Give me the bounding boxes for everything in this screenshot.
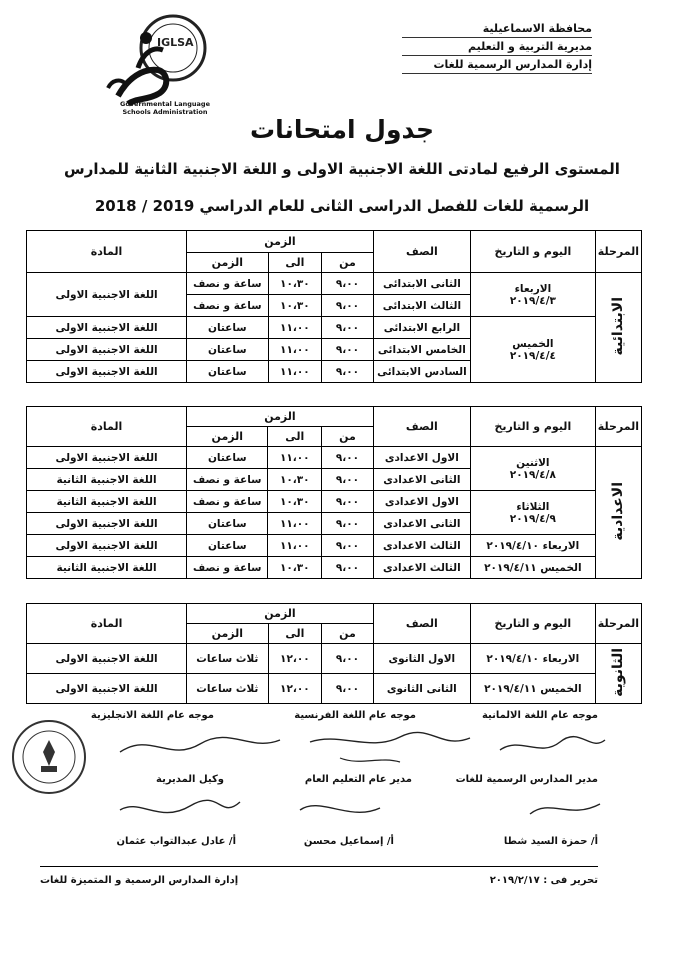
logo-caption (95, 100, 235, 116)
grade-cell: الاول الاعدادى (373, 447, 470, 469)
header-from: من (322, 427, 374, 447)
logo-caption-line2: Schools Administration (122, 108, 208, 116)
subject-cell: اللغة الاجنبية الاولى (27, 361, 187, 383)
from-cell: ٩،٠٠ (322, 557, 374, 579)
to-cell: ١٠،٣٠ (268, 469, 322, 491)
handwritten-signatures-1 (110, 722, 610, 770)
to-cell: ١٠،٣٠ (268, 491, 322, 513)
day-date: ٢٠١٩/٤/٣ (509, 294, 556, 307)
from-cell: ٩،٠٠ (322, 674, 374, 704)
subject-cell: اللغة الاجنبية الثانية (27, 557, 187, 579)
duration-cell: ساعة و نصف (187, 273, 268, 295)
table-row (27, 273, 642, 295)
header-duration: الزمن (187, 253, 268, 273)
header-day: اليوم و التاريخ (470, 604, 595, 644)
administration-line: إدارة المدارس الرسمية للغات (402, 56, 592, 74)
duration-cell: ساعتان (187, 513, 268, 535)
to-cell: ١٠،٣٠ (268, 557, 322, 579)
primary-schedule-table (26, 230, 642, 383)
english-supervisor-label: موجه عام اللغة الانجليزية (90, 710, 214, 721)
grade-cell: الثانى الاعدادى (373, 513, 470, 535)
subject-cell: اللغة الاجنبية الاولى (27, 535, 187, 557)
to-cell: ١١،٠٠ (268, 535, 322, 557)
header-time: الزمن (187, 604, 374, 624)
day-name: الخميس (512, 337, 554, 350)
header-from: من (322, 253, 374, 273)
duration-cell: ساعة و نصف (187, 557, 268, 579)
stage-label: الاعدادية (610, 481, 627, 541)
table-row (27, 557, 642, 579)
duration-cell: ساعة و نصف (187, 491, 268, 513)
header-stage: المرحلة (595, 604, 641, 644)
general-director-name: أ/ إسماعيل محسن (303, 836, 394, 847)
stage-cell (595, 447, 641, 579)
handwritten-signatures-2 (110, 790, 610, 834)
day-cell: الاربعاء ٢٠١٩/٤/١٠ (470, 535, 595, 557)
header-grade: الصف (373, 231, 470, 273)
duration-cell: ساعتان (187, 317, 268, 339)
directorate-line: مديرية التربية و التعليم (402, 38, 592, 56)
to-cell: ١١،٠٠ (268, 513, 322, 535)
stage-label: الثانوية (610, 647, 627, 697)
duration-cell: ثلاث ساعات (187, 644, 268, 674)
grade-cell: الثانى الابتدائى (373, 273, 470, 295)
day-name: الاثنين (516, 456, 550, 469)
header-from: من (322, 624, 374, 644)
day-cell (471, 273, 596, 317)
german-supervisor-label: موجه عام اللغة الالمانية (481, 710, 598, 721)
to-cell: ١٠،٣٠ (268, 295, 322, 317)
to-cell: ١١،٠٠ (268, 361, 322, 383)
from-cell: ٩،٠٠ (322, 491, 374, 513)
grade-cell: الثانى الاعدادى (373, 469, 470, 491)
day-cell (470, 447, 595, 491)
grade-cell: الاول الثانوى (373, 644, 470, 674)
day-date: ٢٠١٩/٤/٩ (509, 512, 556, 525)
header-stage: المرحلة (595, 231, 641, 273)
header-time: الزمن (187, 407, 374, 427)
deputy-label: وكيل المديرية (156, 774, 224, 785)
grade-cell: الخامس الابتدائى (373, 339, 470, 361)
grade-cell: الثالث الاعدادى (373, 557, 470, 579)
duration-cell: ساعة و نصف (187, 469, 268, 491)
table-row (27, 644, 642, 674)
subject-cell: اللغة الاجنبية الاولى (27, 273, 187, 317)
grade-cell: الثالث الابتدائى (373, 295, 470, 317)
day-name: الثلاثاء (516, 500, 550, 513)
institution-header (402, 20, 592, 74)
subject-cell: اللغة الاجنبية الاولى (27, 644, 187, 674)
director-label: مدير المدارس الرسمية للغات (455, 774, 598, 785)
from-cell: ٩،٠٠ (322, 469, 374, 491)
duration-cell: ساعتان (187, 447, 268, 469)
grade-cell: الاول الاعدادى (373, 491, 470, 513)
from-cell: ٩،٠٠ (322, 361, 374, 383)
subject-cell: اللغة الاجنبية الاولى (27, 513, 187, 535)
day-date: ٢٠١٩/٤/٨ (509, 468, 556, 481)
grade-cell: الثالث الاعدادى (373, 535, 470, 557)
header-to: الى (268, 427, 322, 447)
from-cell: ٩،٠٠ (322, 295, 374, 317)
table-row (27, 317, 642, 339)
to-cell: ١١،٠٠ (268, 339, 322, 361)
grade-cell: السادس الابتدائى (373, 361, 470, 383)
duration-cell: ساعتان (187, 361, 268, 383)
header-to: الى (268, 253, 322, 273)
footer-administration: إدارة المدارس الرسمية و المتميزة للغات (40, 875, 239, 886)
from-cell: ٩،٠٠ (322, 447, 374, 469)
subject-cell: اللغة الاجنبية الثانية (27, 469, 187, 491)
day-cell (471, 317, 596, 383)
duration-cell: ساعتان (187, 535, 268, 557)
official-stamp (10, 718, 88, 796)
to-cell: ١٢،٠٠ (268, 644, 322, 674)
header-subject: المادة (27, 604, 187, 644)
issue-date: تحرير فى : ٢٠١٩/٢/١٧ (489, 875, 598, 886)
subject-cell: اللغة الاجنبية الاولى (27, 447, 187, 469)
french-supervisor-label: موجه عام اللغة الفرنسية (294, 710, 416, 721)
header-subject: المادة (27, 407, 187, 447)
document-subtitle-2: الرسمية للغات للفصل الدراسى الثانى للعام الدراسي 2019 / 2018 (94, 197, 590, 215)
from-cell: ٩،٠٠ (322, 339, 374, 361)
prep-schedule-table (26, 406, 642, 579)
day-cell: الخميس ٢٠١٩/٤/١١ (470, 674, 595, 704)
header-day: اليوم و التاريخ (470, 407, 595, 447)
to-cell: ١٠،٣٠ (268, 273, 322, 295)
header-time: الزمن (187, 231, 374, 253)
logo-text: IGLSA (157, 36, 194, 49)
day-cell: الاربعاء ٢٠١٩/٤/١٠ (470, 644, 595, 674)
secondary-schedule-table (26, 603, 642, 704)
table-row (27, 535, 642, 557)
header-to: الى (268, 624, 322, 644)
day-date: ٢٠١٩/٤/٤ (509, 349, 556, 362)
header-subject: المادة (27, 231, 187, 273)
duration-cell: ساعة و نصف (187, 295, 268, 317)
director-name: أ/ حمزة السيد شطا (503, 836, 598, 847)
to-cell: ١٢،٠٠ (268, 674, 322, 704)
document-footer (40, 866, 598, 886)
subject-cell: اللغة الاجنبية الاولى (27, 339, 187, 361)
day-cell (470, 491, 595, 535)
subject-cell: اللغة الاجنبية الثانية (27, 491, 187, 513)
header-duration: الزمن (187, 427, 268, 447)
subject-cell: اللغة الاجنبية الاولى (27, 674, 187, 704)
header-duration: الزمن (187, 624, 268, 644)
stage-cell (595, 644, 641, 704)
header-grade: الصف (373, 407, 470, 447)
document-subtitle-1: المستوى الرفيع لمادتى اللغة الاجنبية الاولى و اللغة الاجنبية الثانية للمدارس (64, 160, 620, 178)
table-row (27, 674, 642, 704)
from-cell: ٩،٠٠ (322, 273, 374, 295)
grade-cell: الثانى الثانوى (373, 674, 470, 704)
day-cell: الخميس ٢٠١٩/٤/١١ (470, 557, 595, 579)
from-cell: ٩،٠٠ (322, 513, 374, 535)
deputy-name: أ/ عادل عبدالتواب عثمان (116, 836, 236, 847)
governorate-line: محافظة الاسماعيلية (402, 20, 592, 38)
table-row (27, 491, 642, 513)
day-name: الاربعاء (514, 282, 552, 295)
grade-cell: الرابع الابتدائى (373, 317, 470, 339)
from-cell: ٩،٠٠ (322, 644, 374, 674)
general-director-label: مدير عام التعليم العام (304, 774, 412, 785)
stage-label: الابتدائية (610, 296, 627, 356)
header-stage: المرحلة (595, 407, 641, 447)
duration-cell: ثلاث ساعات (187, 674, 268, 704)
subject-cell: اللغة الاجنبية الاولى (27, 317, 187, 339)
header-grade: الصف (373, 604, 470, 644)
logo-caption-line1: Governmental Language (120, 100, 210, 108)
header-day: اليوم و التاريخ (471, 231, 596, 273)
stage-cell (595, 273, 641, 383)
document-title: جدول امتحانات (250, 115, 434, 144)
from-cell: ٩،٠٠ (322, 317, 374, 339)
from-cell: ٩،٠٠ (322, 535, 374, 557)
duration-cell: ساعتان (187, 339, 268, 361)
to-cell: ١١،٠٠ (268, 447, 322, 469)
to-cell: ١١،٠٠ (268, 317, 322, 339)
table-row (27, 447, 642, 469)
